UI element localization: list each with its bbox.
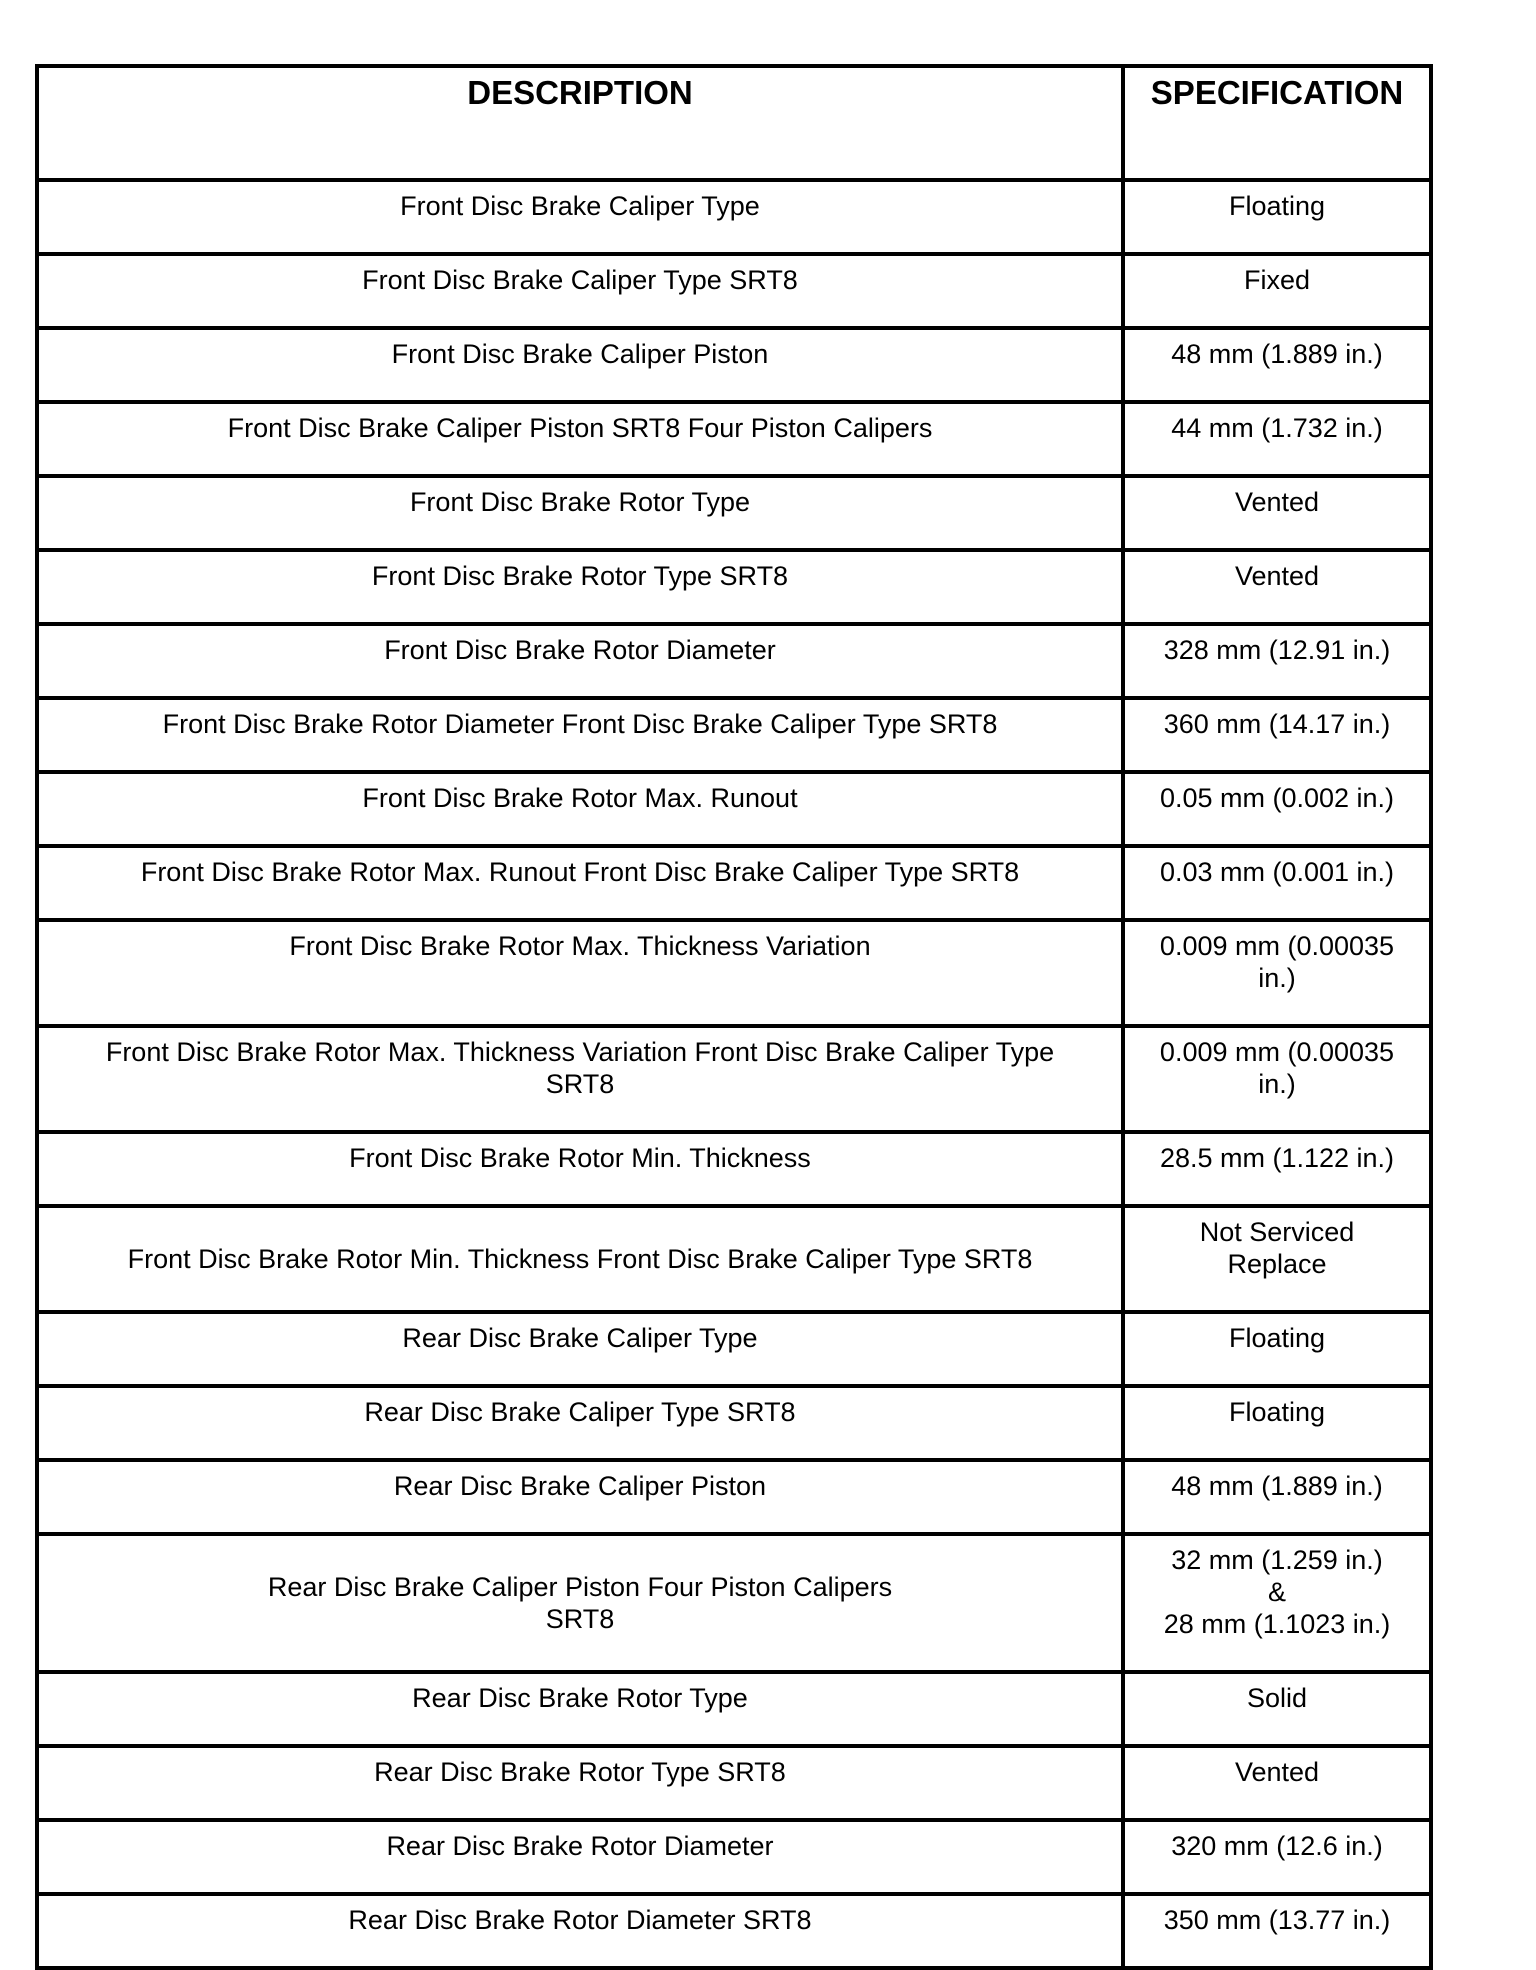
description-cell: Front Disc Brake Rotor Diameter Front Disc Brake Caliper Type SRT8 — [37, 698, 1123, 772]
table-row — [37, 1820, 1431, 1894]
description-cell: Front Disc Brake Rotor Type SRT8 — [37, 550, 1123, 624]
table-row — [37, 1132, 1431, 1206]
specification-cell: 28.5 mm (1.122 in.) — [1123, 1132, 1431, 1206]
specification-header: SPECIFICATION — [1123, 66, 1431, 180]
table-row — [37, 402, 1431, 476]
description-cell: Front Disc Brake Caliper Type — [37, 180, 1123, 254]
table-row — [37, 180, 1431, 254]
table-row — [37, 1312, 1431, 1386]
specification-cell: 32 mm (1.259 in.) & 28 mm (1.1023 in.) — [1123, 1534, 1431, 1672]
table-row — [37, 550, 1431, 624]
description-cell: Rear Disc Brake Caliper Type SRT8 — [37, 1386, 1123, 1460]
description-cell: Front Disc Brake Rotor Diameter — [37, 624, 1123, 698]
description-header: DESCRIPTION — [37, 66, 1123, 180]
description-cell: Front Disc Brake Rotor Max. Thickness Variation Front Disc Brake Caliper Type SRT8 — [37, 1026, 1123, 1132]
description-cell: Front Disc Brake Rotor Max. Thickness Variation — [37, 920, 1123, 1026]
specification-cell: Vented — [1123, 1746, 1431, 1820]
description-cell: Rear Disc Brake Rotor Type — [37, 1672, 1123, 1746]
description-cell: Rear Disc Brake Caliper Piston Four Piston Calipers SRT8 — [37, 1534, 1123, 1672]
table-row — [37, 1746, 1431, 1820]
description-cell: Front Disc Brake Rotor Max. Runout Front Disc Brake Caliper Type SRT8 — [37, 846, 1123, 920]
table-row — [37, 1206, 1431, 1312]
description-cell: Rear Disc Brake Rotor Type SRT8 — [37, 1746, 1123, 1820]
specification-cell: 350 mm (13.77 in.) — [1123, 1894, 1431, 1968]
table-row — [37, 1894, 1431, 1968]
specification-cell: Vented — [1123, 550, 1431, 624]
description-cell: Rear Disc Brake Rotor Diameter — [37, 1820, 1123, 1894]
description-cell: Front Disc Brake Rotor Min. Thickness — [37, 1132, 1123, 1206]
specification-cell: Not Serviced Replace — [1123, 1206, 1431, 1312]
table-row — [37, 476, 1431, 550]
table-row — [37, 1026, 1431, 1132]
table-row — [37, 698, 1431, 772]
table-row — [37, 1386, 1431, 1460]
specification-cell: 0.03 mm (0.001 in.) — [1123, 846, 1431, 920]
specification-cell: 44 mm (1.732 in.) — [1123, 402, 1431, 476]
description-cell: Front Disc Brake Rotor Type — [37, 476, 1123, 550]
specification-cell: 0.009 mm (0.00035 in.) — [1123, 1026, 1431, 1132]
description-cell: Front Disc Brake Caliper Piston — [37, 328, 1123, 402]
table-row — [37, 1672, 1431, 1746]
description-cell: Front Disc Brake Rotor Max. Runout — [37, 772, 1123, 846]
description-cell: Front Disc Brake Caliper Type SRT8 — [37, 254, 1123, 328]
specification-cell: 320 mm (12.6 in.) — [1123, 1820, 1431, 1894]
specification-cell: 48 mm (1.889 in.) — [1123, 1460, 1431, 1534]
table-row — [37, 846, 1431, 920]
table-row — [37, 1534, 1431, 1672]
description-cell: Rear Disc Brake Caliper Piston — [37, 1460, 1123, 1534]
table-row — [37, 772, 1431, 846]
description-cell: Rear Disc Brake Rotor Diameter SRT8 — [37, 1894, 1123, 1968]
specification-cell: Solid — [1123, 1672, 1431, 1746]
specification-cell: 0.009 mm (0.00035 in.) — [1123, 920, 1431, 1026]
specification-cell: Floating — [1123, 1386, 1431, 1460]
table-header-row — [37, 66, 1431, 180]
description-cell: Front Disc Brake Rotor Min. Thickness Front Disc Brake Caliper Type SRT8 — [37, 1206, 1123, 1312]
description-cell: Rear Disc Brake Caliper Type — [37, 1312, 1123, 1386]
specification-cell: Floating — [1123, 180, 1431, 254]
specification-cell: 328 mm (12.91 in.) — [1123, 624, 1431, 698]
table-row — [37, 328, 1431, 402]
table-row — [37, 624, 1431, 698]
table-row — [37, 254, 1431, 328]
description-cell: Front Disc Brake Caliper Piston SRT8 Four Piston Calipers — [37, 402, 1123, 476]
table-row — [37, 920, 1431, 1026]
specification-cell: Vented — [1123, 476, 1431, 550]
table-row — [37, 1460, 1431, 1534]
specification-cell: Floating — [1123, 1312, 1431, 1386]
brake-specification-table — [35, 64, 1433, 1970]
specification-cell: 0.05 mm (0.002 in.) — [1123, 772, 1431, 846]
specification-cell: 360 mm (14.17 in.) — [1123, 698, 1431, 772]
specification-cell: 48 mm (1.889 in.) — [1123, 328, 1431, 402]
specification-cell: Fixed — [1123, 254, 1431, 328]
